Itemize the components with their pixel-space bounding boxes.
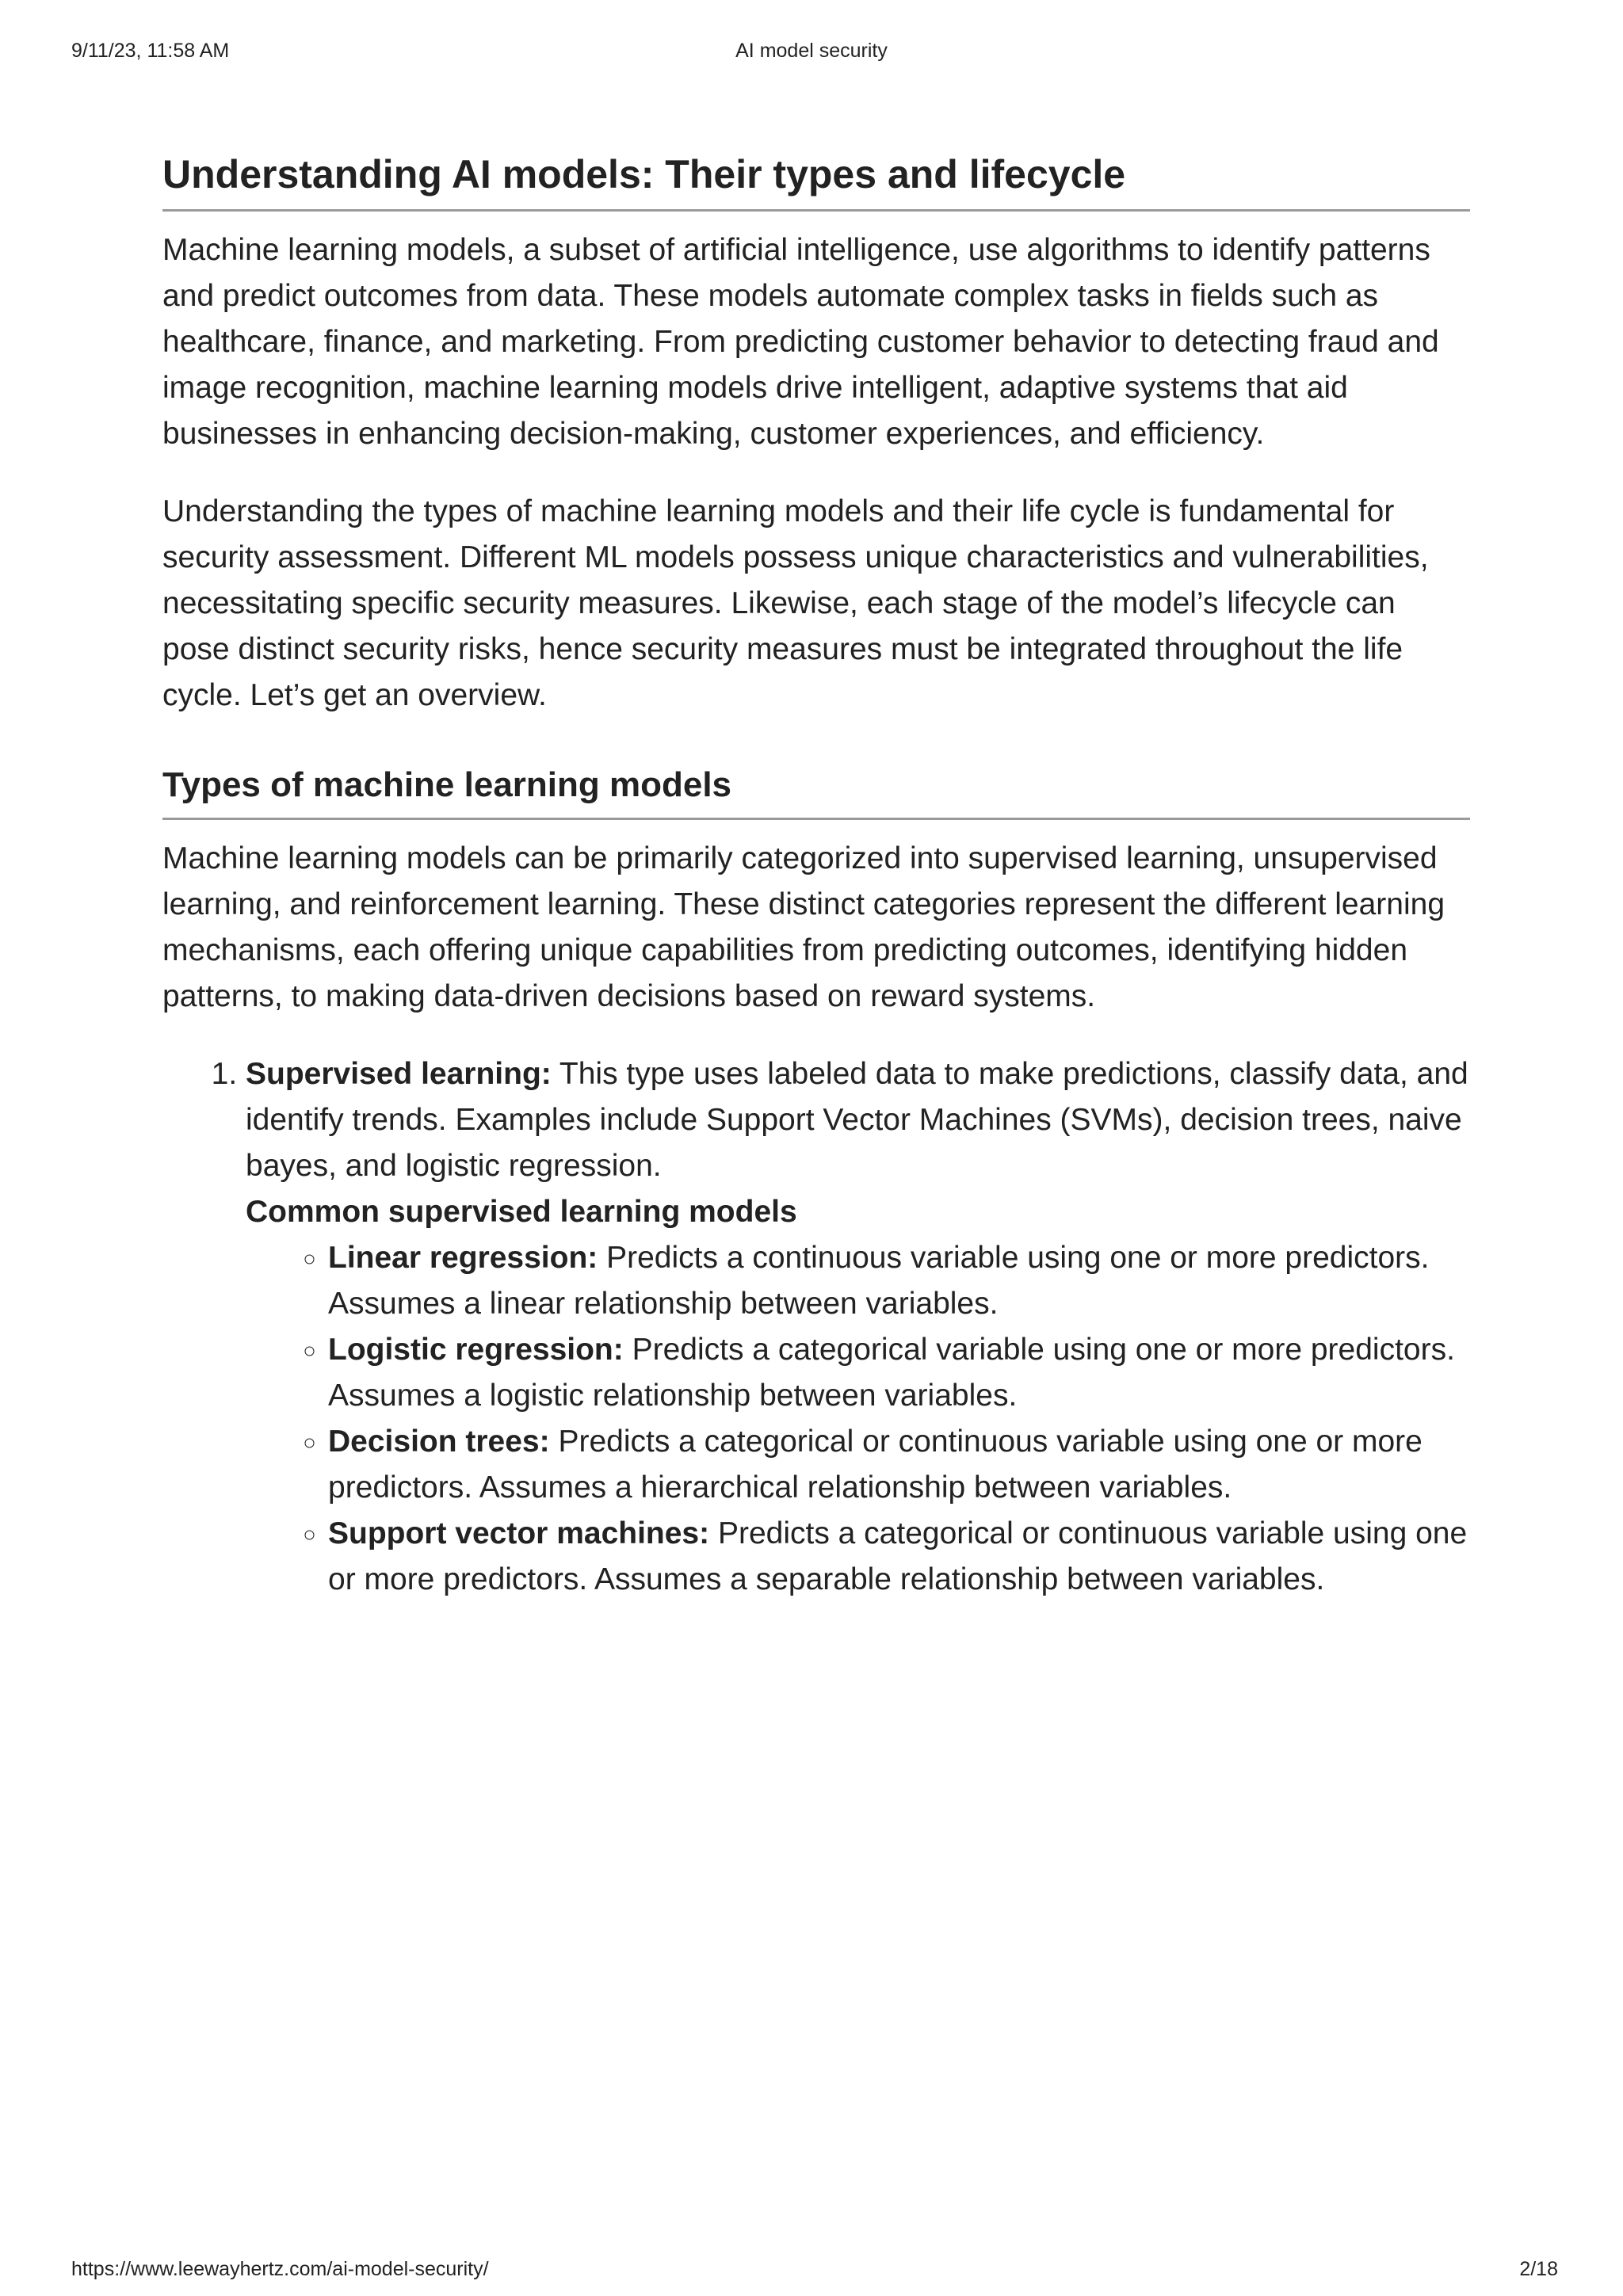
model-term: Linear regression: (328, 1240, 598, 1275)
print-header (0, 40, 1623, 71)
model-term: Decision trees: (328, 1424, 550, 1459)
page-number: 2/18 (1519, 2258, 1558, 2280)
intro-paragraph-1: Machine learning models, a subset of artificial intelligence, use algorithms to identify patterns and predict outcomes from data. These models automate complex tasks in fields such as healthcare, finance, and marketing. From predicting customer behavior to detecting fraud and image recognition, machine learning models drive intelligent, adaptive systems that aid businesses in enhancing decision-making, customer experiences, and efficiency. (162, 233, 1439, 451)
model-description: Predicts a categorical variable using one or more predictors. Assumes a logistic relationship between variables. (328, 1332, 1455, 1413)
model-description: Predicts a continuous variable using one or more predictors. Assumes a linear relationship between variables. (328, 1240, 1430, 1321)
model-term: Support vector machines: (328, 1516, 710, 1550)
ml-types-list (162, 1051, 1470, 1603)
article-body (162, 151, 1470, 1603)
list-item-supervised-learning (246, 1051, 1470, 1603)
model-description: Predicts a categorical or continuous variable using one or more predictors. Assumes a separable relationship between variables. (328, 1516, 1468, 1596)
print-page-title: AI model security (735, 40, 888, 62)
page-url: https://www.leewayhertz.com/ai-model-security/ (71, 2258, 489, 2280)
types-paragraph: Machine learning models can be primarily categorized into supervised learning, unsupervised learning, and reinforcement learning. These distinct categories represent the different learning mechanisms, each offering unique capabilities from predicting outcomes, identifying hidden patterns, to making data-driven decisions based on reward systems. (162, 841, 1445, 1013)
models-list-heading: Common supervised learning models (246, 1194, 797, 1229)
print-footer (0, 2258, 1623, 2290)
model-item-logistic-regression (328, 1327, 1470, 1419)
section-heading: Understanding AI models: Their types and lifecycle (162, 151, 1470, 212)
model-item-support-vector-machines (328, 1511, 1470, 1603)
supervised-models-list (246, 1235, 1470, 1603)
model-description: Predicts a categorical or continuous variable using one or more predictors. Assumes a hierarchical relationship between variables. (328, 1424, 1423, 1505)
subsection-heading: Types of machine learning models (162, 765, 1470, 820)
model-item-linear-regression (328, 1235, 1470, 1327)
model-item-decision-trees (328, 1419, 1470, 1511)
model-term: Logistic regression: (328, 1332, 624, 1367)
list-item-text: This type uses labeled data to make predictions, classify data, and identify trends. Examples include Support Vector Machines (SVMs), decision trees, naive bayes, and logistic regression. (246, 1056, 1468, 1183)
list-item-term: Supervised learning: (246, 1056, 552, 1091)
intro-paragraph-2: Understanding the types of machine learning models and their life cycle is fundamental for security assessment. Different ML models possess unique characteristics and vulnerabilities, necessitating specific security measures. Likewise, each stage of the model’s lifecycle can pose distinct security risks, hence security measures must be integrated throughout the life cycle. Let’s get an overview. (162, 494, 1429, 712)
print-datetime: 9/11/23, 11:58 AM (71, 40, 230, 62)
